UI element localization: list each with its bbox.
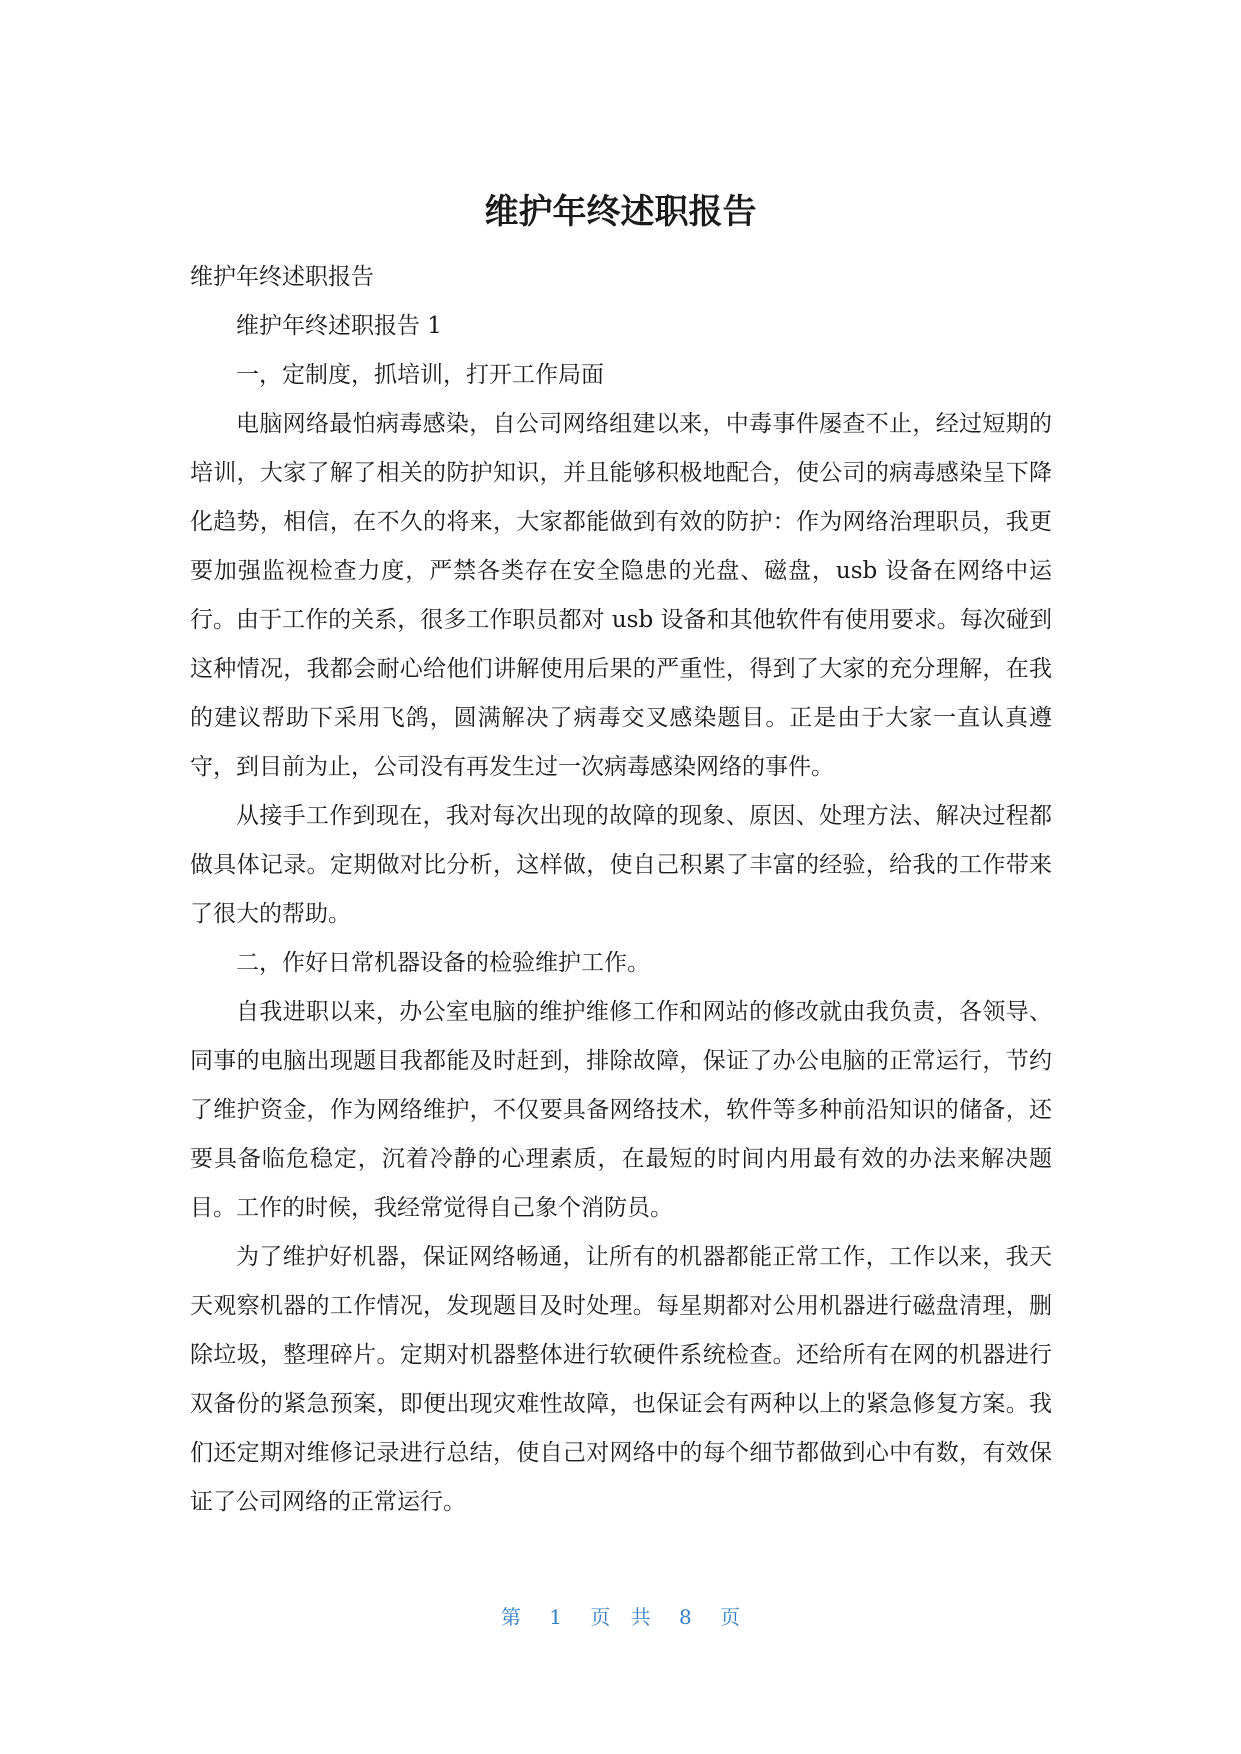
document-body (190, 253, 1052, 1527)
page-footer (0, 1603, 1241, 1631)
document-title: 维护年终述职报告 (484, 192, 757, 232)
paragraph-subtitle: 维护年终述职报告 1 (236, 313, 442, 339)
footer-current-page: 1 (549, 1605, 562, 1629)
section-heading-1: 一，定制度，抓培训，打开工作局面 (236, 362, 604, 388)
paragraph-heading: 维护年终述职报告 (190, 264, 374, 290)
paragraph-virus-protection: 电脑网络最怕病毒感染，自公司网络组建以来，中毒事件屡查不止，经过短期的培训，大家了解了相关的防护知识，并且能够积极地配合，使公司的病毒感染呈下降化趋势，相信，在不久的将来，大家都能做到有效的防护：作为网络治理职员，我更要加强监视检查力度，严禁各类存在安全隐患的光盘、磁盘，usb 设备在网络中运行。由于工作的关系，很多工作职员都对 usb 设备和其他软件有使用要求。每次碰到这种情况，我都会耐心给他们讲解使用后果的严重性，得到了大家的充分理解，在我的建议帮助下采用飞鸽，圆满解决了病毒交叉感染题目。正是由于大家一直认真遵守，到目前为止，公司没有再发生过一次病毒感染网络的事件。 (190, 411, 1052, 780)
section-heading-2: 二，作好日常机器设备的检验维护工作。 (236, 950, 650, 976)
footer-middle: 页 共 (590, 1605, 651, 1629)
footer-total-pages: 8 (679, 1605, 692, 1629)
paragraph-maintenance-duty: 自我进职以来，办公室电脑的维护维修工作和网站的修改就由我负责，各领导、同事的电脑出现题目我都能及时赶到，排除故障，保证了办公电脑的正常运行，节约了维护资金，作为网络维护，不仅要具备网络技术，软件等多种前沿知识的储备，还要具备临危稳定，沉着冷静的心理素质，在最短的时间内用最有效的办法来解决题目。工作的时候，我经常觉得自己象个消防员。 (190, 999, 1052, 1221)
paragraph-fault-records: 从接手工作到现在，我对每次出现的故障的现象、原因、处理方法、解决过程都做具体记录。定期做对比分析，这样做，使自己积累了丰富的经验，给我的工作带来了很大的帮助。 (190, 803, 1052, 927)
footer-prefix: 第 (500, 1605, 521, 1629)
paragraph-machine-care: 为了维护好机器，保证网络畅通，让所有的机器都能正常工作，工作以来，我天天观察机器的工作情况，发现题目及时处理。每星期都对公用机器进行磁盘清理，删除垃圾，整理碎片。定期对机器整体进行软硬件系统检查。还给所有在网的机器进行双备份的紧急预案，即便出现灾难性故障，也保证会有两种以上的紧急修复方案。我们还定期对维修记录进行总结，使自己对网络中的每个细节都做到心中有数，有效保证了公司网络的正常运行。 (190, 1244, 1052, 1515)
footer-suffix: 页 (720, 1605, 741, 1629)
